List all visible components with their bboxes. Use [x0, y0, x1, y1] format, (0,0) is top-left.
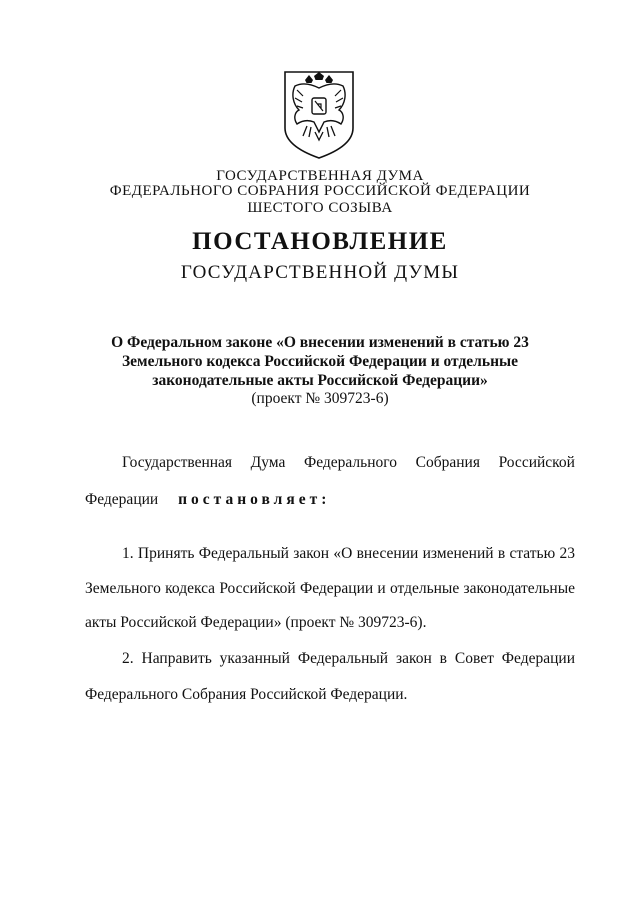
document-type: ПОСТАНОВЛЕНИЕ	[192, 228, 448, 255]
preamble-word: Дума	[250, 454, 286, 471]
russian-coat-of-arms-icon	[281, 70, 357, 160]
project-number: (проект № 309723-6)	[251, 390, 389, 407]
law-title-line-2: Земельного кодекса Российской Федерации и отдельные	[122, 353, 518, 370]
item-2-line-1: 2. Направить указанный Федеральный закон в Совет Федерации	[122, 650, 575, 667]
law-title-line-1: О Федеральном законе «О внесении изменений в статью 23	[111, 334, 529, 351]
org-line-3: ШЕСТОГО СОЗЫВА	[247, 200, 393, 216]
item-2-line-2: Федерального Собрания Российской Федерации.	[85, 686, 408, 703]
item-1-line-2: Земельного кодекса Российской Федерации и отдельные законодательные	[85, 580, 575, 597]
item-1-line-3: акты Российской Федерации» (проект № 309723-6).	[85, 614, 427, 631]
preamble-word: Российской	[498, 454, 575, 471]
org-line-2: ФЕДЕРАЛЬНОГО СОБРАНИЯ РОССИЙСКОЙ ФЕДЕРАЦИИ	[109, 183, 531, 199]
item-1-line-1: 1. Принять Федеральный закон «О внесении изменений в статью 23	[122, 545, 575, 562]
preamble-line-1	[122, 454, 575, 472]
law-title-line-3: законодательные акты Российской Федерации»	[152, 372, 488, 389]
decree-word: постановляет:	[178, 491, 331, 508]
preamble-country: Федерации	[85, 491, 159, 508]
org-line-1: ГОСУДАРСТВЕННАЯ ДУМА	[216, 168, 424, 184]
document-issuer: ГОСУДАРСТВЕННОЙ ДУМЫ	[180, 262, 460, 283]
preamble-word: Федерального	[303, 454, 398, 471]
preamble-word: Государственная	[122, 454, 233, 471]
preamble-line-2	[85, 491, 575, 509]
preamble-word: Собрания	[415, 454, 480, 471]
